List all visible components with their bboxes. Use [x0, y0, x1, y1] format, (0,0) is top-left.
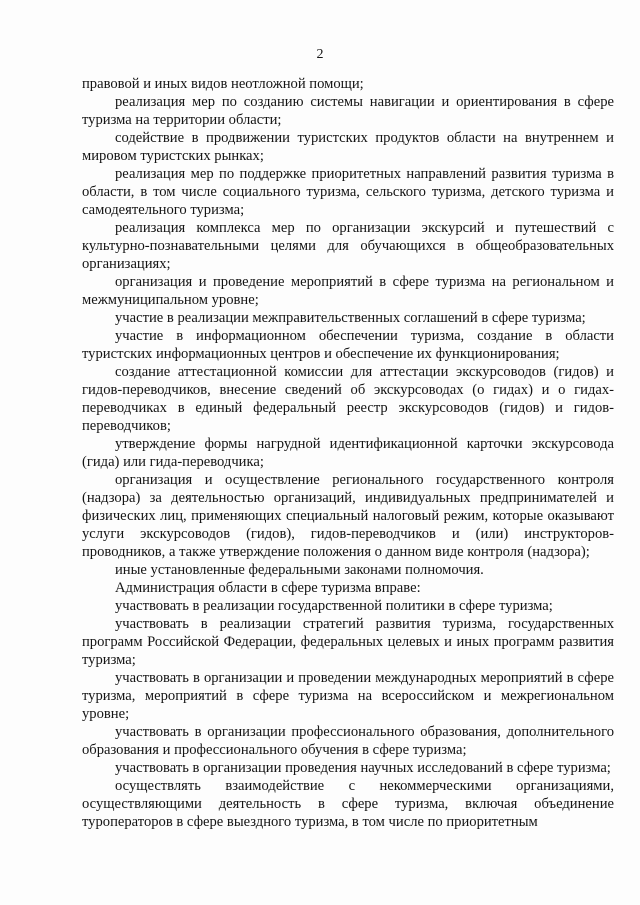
paragraph-2: реализация мер по созданию системы навигации и ориентирования в сфере туризма на территории области;: [82, 94, 614, 128]
paragraph-8: участие в информационном обеспечении туризма, создание в области туристских информационных центров и обеспечение их функционирования;: [82, 328, 614, 362]
paragraph-14: участвовать в реализации государственной политики в сфере туризма;: [115, 598, 553, 614]
paragraph-15: участвовать в реализации стратегий развития туризма, государственных программ Российской Федерации, федеральных целевых и иных программ развития туризма;: [82, 616, 614, 668]
paragraph-17: участвовать в организации профессионального образования, дополнительного образования и профессионального обучения в сфере туризма;: [82, 724, 614, 758]
paragraph-13: Администрация области в сфере туризма вправе:: [115, 580, 421, 596]
paragraph-7: участие в реализации межправительственных соглашений в сфере туризма;: [115, 310, 586, 326]
document-body: [82, 75, 614, 831]
page-number: 2: [316, 47, 324, 62]
paragraph-9: создание аттестационной комиссии для аттестации экскурсоводов (гидов) и гидов-переводчиков, внесение сведений об экскурсоводах (о гидах) и о гидах-переводчиках в единый федеральный реестр экскурсоводов (гидов) и гидов-переводчиков;: [82, 364, 614, 434]
paragraph-18: участвовать в организации проведения научных исследований в сфере туризма;: [115, 760, 611, 776]
paragraph-10: утверждение формы нагрудной идентификационной карточки экскурсовода (гида) или гида-переводчика;: [82, 436, 614, 470]
paragraph-11: организация и осуществление регионального государственного контроля (надзора) за деятельностью организаций, индивидуальных предпринимателей и физических лиц, применяющих специальный налоговый режим, которые оказывают услуги экскурсоводов (гидов), гидов-переводчиков и (или) инструкторов-проводников, а также утверждение положения о данном виде контроля (надзора);: [82, 472, 614, 560]
paragraph-6: организация и проведение мероприятий в сфере туризма на региональном и межмуниципальном уровне;: [82, 274, 614, 308]
paragraph-3: содействие в продвижении туристских продуктов области на внутреннем и мировом туристских рынках;: [82, 130, 614, 164]
paragraph-1: правовой и иных видов неотложной помощи;: [82, 76, 364, 92]
paragraph-19: осуществлять взаимодействие с некоммерческими организациями, осуществляющими деятельность в сфере туризма, включая объединение туроператоров в сфере выездного туризма, в том числе по приоритетным: [82, 778, 614, 830]
paragraph-5: реализация комплекса мер по организации экскурсий и путешествий с культурно-познавательными целями для обучающихся в общеобразовательных организациях;: [82, 220, 614, 272]
paragraph-16: участвовать в организации и проведении международных мероприятий в сфере туризма, мероприятий в сфере туризма на всероссийском и межрегиональном уровне;: [82, 670, 614, 722]
paragraph-4: реализация мер по поддержке приоритетных направлений развития туризма в области, в том числе социального туризма, сельского туризма, детского туризма и самодеятельного туризма;: [82, 166, 614, 218]
paragraph-12: иные установленные федеральными законами полномочия.: [115, 562, 484, 578]
